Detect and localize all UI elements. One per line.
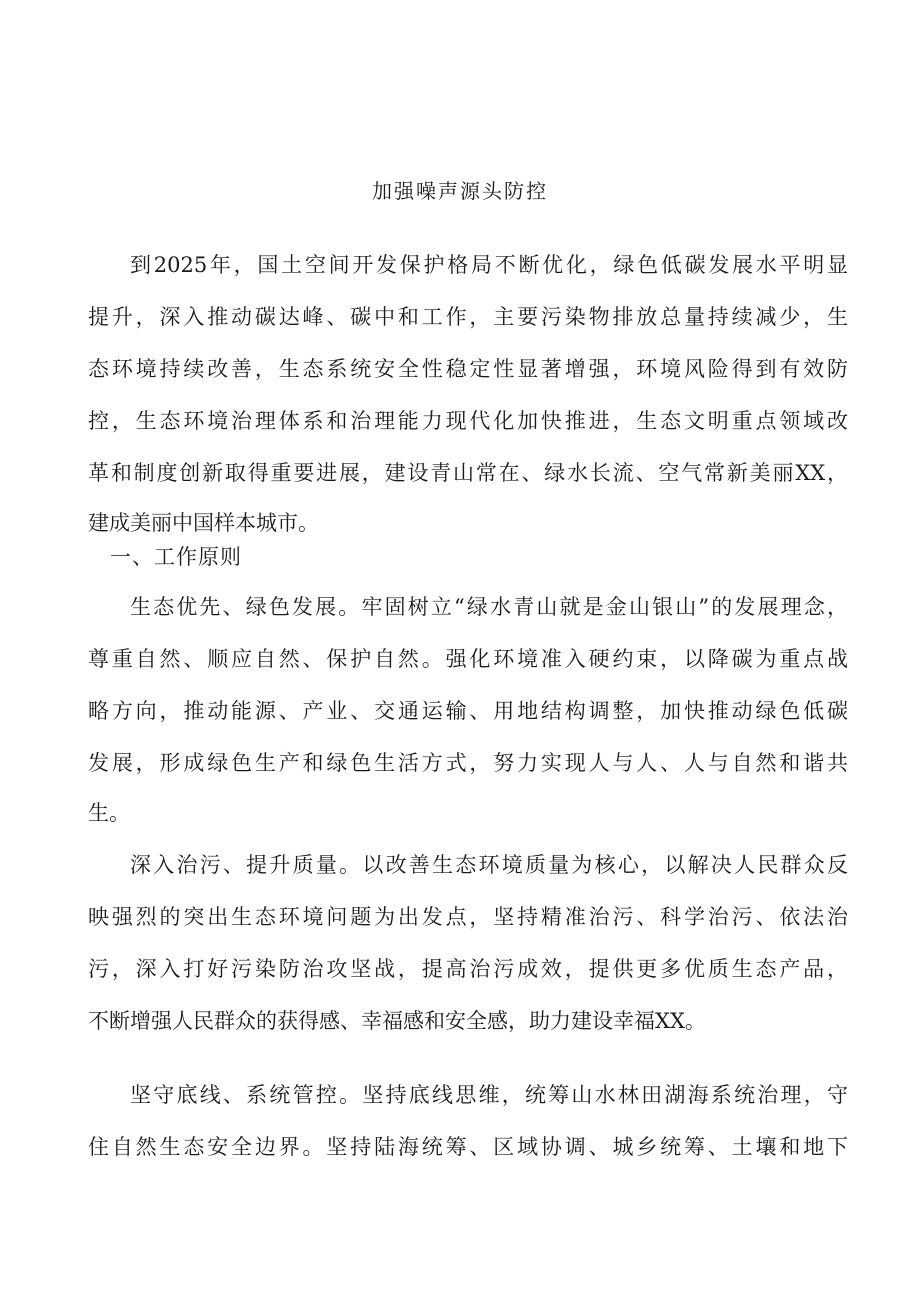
paragraph-1-line-2: 提升，深入推动碳达峰、碳中和工作，主要污染物排放总量持续减少，生 xyxy=(88,305,848,329)
paragraph-1-line-5: 革和制度创新取得重要进展，建设青山常在、绿水长流、空气常新美丽XX， xyxy=(88,461,848,485)
principle-1-line-5: 生。 xyxy=(88,801,130,825)
paragraph-1-line-6: 建成美丽中国样本城市。 xyxy=(88,511,319,535)
paragraph-1-line-4: 控，生态环境治理体系和治理能力现代化加快推进，生态文明重点领域改 xyxy=(88,409,848,433)
document-title: 加强噪声源头防控 xyxy=(372,179,548,203)
principle-2-line-4: 不断增强人民群众的获得感、幸福感和安全感，助力建设幸福XX。 xyxy=(88,1009,706,1033)
principle-1-line-1: 生态优先、绿色发展。牢固树立“绿水青山就是金山银山”的发展理念， xyxy=(130,595,848,619)
principle-2-line-3: 污，深入打好污染防治攻坚战，提高治污成效，提供更多优质生态产品， xyxy=(88,957,848,981)
principle-2-line-2: 映强烈的突出生态环境问题为出发点，坚持精准治污、科学治污、依法治 xyxy=(88,905,848,929)
principle-1-line-3: 略方向，推动能源、产业、交通运输、用地结构调整，加快推动绿色低碳 xyxy=(88,699,848,723)
principle-3-line-2: 住自然生态安全边界。坚持陆海统筹、区域协调、城乡统筹、土壤和地下 xyxy=(88,1135,848,1159)
principle-2-line-1: 深入治污、提升质量。以改善生态环境质量为核心，以解决人民群众反 xyxy=(130,853,848,877)
principle-3-line-1: 坚守底线、系统管控。坚持底线思维，统筹山水林田湖海系统治理，守 xyxy=(130,1083,848,1107)
principle-1-line-4: 发展，形成绿色生产和绿色生活方式，努力实现人与人、人与自然和谐共 xyxy=(88,751,848,775)
section-heading: 一、工作原则 xyxy=(110,545,242,569)
paragraph-1-line-3: 态环境持续改善，生态系统安全性稳定性显著增强，环境风险得到有效防 xyxy=(88,357,848,381)
paragraph-1-line-1: 到2025年，国土空间开发保护格局不断优化，绿色低碳发展水平明显 xyxy=(130,253,848,277)
principle-1-line-2: 尊重自然、顺应自然、保护自然。强化环境准入硬约束，以降碳为重点战 xyxy=(88,647,848,671)
